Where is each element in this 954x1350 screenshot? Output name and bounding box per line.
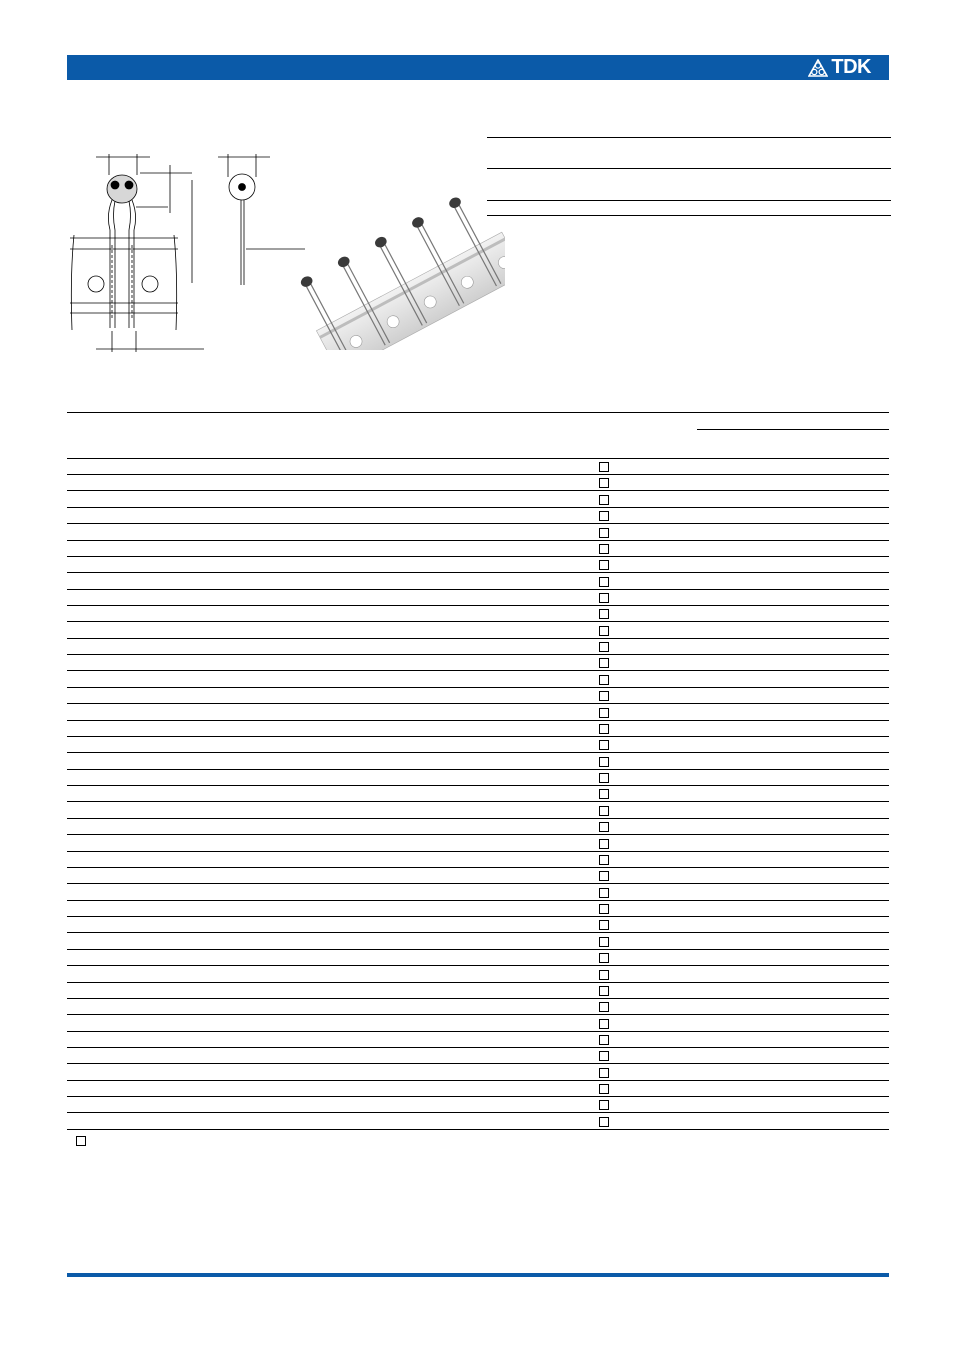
table-row	[67, 852, 889, 868]
table-row	[67, 1114, 889, 1130]
table-row	[67, 721, 889, 737]
square-checkbox-icon	[599, 642, 609, 652]
square-checkbox-icon	[599, 822, 609, 832]
table-row	[67, 1048, 889, 1064]
square-checkbox-icon	[599, 839, 609, 849]
table-row	[67, 623, 889, 639]
table-row	[67, 885, 889, 901]
square-checkbox-icon	[599, 1002, 609, 1012]
table-row	[67, 688, 889, 704]
thermistor-dimension-drawing	[60, 145, 310, 360]
square-checkbox-icon	[599, 626, 609, 636]
square-checkbox-icon	[599, 462, 609, 472]
square-checkbox-icon	[599, 1019, 609, 1029]
table-row	[67, 574, 889, 590]
taped-components-photo	[300, 195, 505, 350]
footer-bar	[67, 1273, 889, 1277]
square-checkbox-icon	[599, 1051, 609, 1061]
square-checkbox-icon	[599, 544, 609, 554]
square-checkbox-icon	[599, 675, 609, 685]
table-row	[67, 770, 889, 786]
table-row	[67, 983, 889, 999]
table-row	[67, 1016, 889, 1032]
square-checkbox-icon	[599, 740, 609, 750]
square-checkbox-icon	[599, 609, 609, 619]
table-row	[67, 1097, 889, 1113]
square-checkbox-icon	[599, 888, 609, 898]
table-row	[67, 492, 889, 508]
square-checkbox-icon	[599, 511, 609, 521]
table-row	[67, 754, 889, 770]
table-row	[67, 557, 889, 573]
square-checkbox-icon	[599, 953, 609, 963]
table-row	[67, 1032, 889, 1048]
square-checkbox-icon	[599, 970, 609, 980]
square-checkbox-icon	[599, 806, 609, 816]
table-row	[67, 705, 889, 721]
table-row	[67, 999, 889, 1015]
row-rule	[67, 1129, 889, 1130]
square-checkbox-icon	[599, 1035, 609, 1045]
table-row	[67, 1081, 889, 1097]
table-row	[67, 525, 889, 541]
square-checkbox-icon	[599, 724, 609, 734]
table-row	[67, 475, 889, 491]
table-row	[67, 606, 889, 622]
table-row	[67, 967, 889, 983]
table-row	[67, 655, 889, 671]
table-row	[67, 868, 889, 884]
square-checkbox-icon	[599, 528, 609, 538]
tdk-logo	[808, 57, 871, 78]
square-checkbox-icon	[76, 1136, 86, 1146]
table-row	[67, 803, 889, 819]
square-checkbox-icon	[599, 1100, 609, 1110]
square-checkbox-icon	[599, 789, 609, 799]
square-checkbox-icon	[599, 708, 609, 718]
square-checkbox-icon	[599, 658, 609, 668]
square-checkbox-icon	[599, 1084, 609, 1094]
table-row	[67, 672, 889, 688]
square-checkbox-icon	[599, 1068, 609, 1078]
square-checkbox-icon	[599, 478, 609, 488]
header-bar	[67, 55, 889, 80]
table-row	[67, 950, 889, 966]
square-checkbox-icon	[599, 920, 609, 930]
table-row	[67, 737, 889, 753]
square-checkbox-icon	[599, 1117, 609, 1127]
square-checkbox-icon	[599, 577, 609, 587]
spec-rule	[487, 137, 891, 138]
square-checkbox-icon	[599, 855, 609, 865]
table-top-rule	[67, 412, 889, 413]
spec-rule	[487, 200, 891, 201]
square-checkbox-icon	[599, 757, 609, 767]
table-row	[67, 541, 889, 557]
spec-rule	[487, 168, 891, 169]
square-checkbox-icon	[599, 937, 609, 947]
square-checkbox-icon	[599, 560, 609, 570]
table-subheader-rule	[697, 429, 889, 430]
square-checkbox-icon	[599, 871, 609, 881]
table-row	[67, 590, 889, 606]
table-row	[67, 917, 889, 933]
table-row	[67, 901, 889, 917]
table-row	[67, 508, 889, 524]
table-row	[67, 639, 889, 655]
spec-rule	[487, 215, 891, 216]
table-row	[67, 819, 889, 835]
spec-rules	[487, 137, 891, 227]
brand-name: TDK	[831, 56, 871, 78]
square-checkbox-icon	[599, 904, 609, 914]
table-row	[67, 786, 889, 802]
table-row	[67, 836, 889, 852]
square-checkbox-icon	[599, 773, 609, 783]
square-checkbox-icon	[599, 495, 609, 505]
table-row	[67, 459, 889, 475]
square-checkbox-icon	[599, 593, 609, 603]
tdk-triangle-logo-icon	[808, 59, 828, 77]
square-checkbox-icon	[599, 691, 609, 701]
table-row	[67, 934, 889, 950]
table-row	[67, 1065, 889, 1081]
square-checkbox-icon	[599, 986, 609, 996]
